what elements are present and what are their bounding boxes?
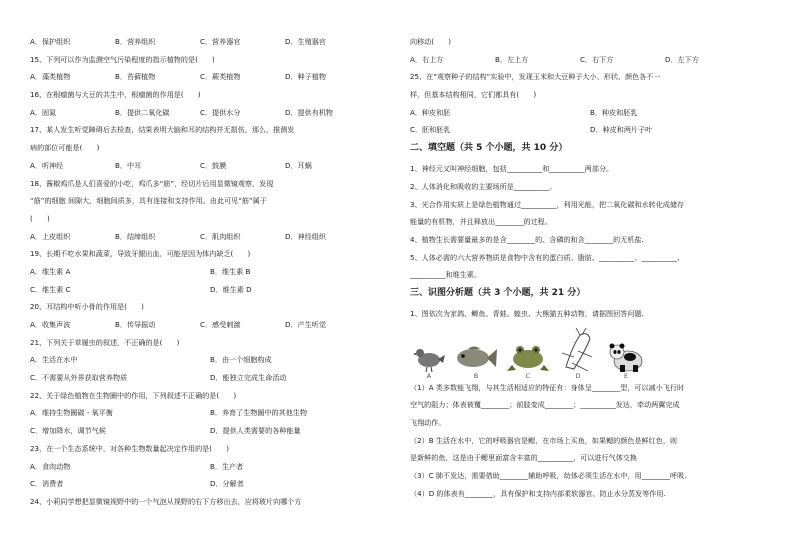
answer-option: B．结缔组织	[115, 232, 156, 241]
answer-option: B．提供二氧化碳	[115, 108, 170, 117]
answer-option: B．苔藓植物	[115, 73, 156, 82]
answer-option: A．收集声波	[30, 321, 71, 329]
answer-option: D．能独立完成生命活动	[210, 374, 287, 383]
answer-options	[30, 38, 390, 47]
answer-options	[30, 427, 390, 436]
question-text: 25、在“观察种子的结构”实验中，发现玉米和大豆种子大小、形状、颜色各不一	[410, 73, 661, 82]
pigeon-image	[412, 343, 446, 380]
answer-option: C．维生素 C	[30, 285, 71, 294]
question-text: 1、图依次为家鸽、鲫鱼、青蛙、蝗虫、大熊猫五种动物，请据图回答问题.	[410, 309, 644, 318]
question-text: 21、下列关于草履虫的叙述，不正确的是( )	[30, 338, 180, 347]
answer-option: A．生活在水中	[30, 356, 78, 365]
answer-option: A．上皮组织	[30, 232, 71, 241]
answer-option: C．肌肉组织	[200, 232, 241, 241]
answer-option: B．中耳	[115, 161, 142, 170]
section-heading: 二、填空题（共 5 个小题，共 10 分）	[410, 143, 568, 154]
answer-option: A．种皮和胚	[410, 108, 451, 117]
animal-figure-row	[412, 328, 770, 380]
answer-options	[30, 409, 390, 418]
locust-image	[558, 327, 598, 380]
answer-option: D．种子植物	[285, 73, 326, 82]
question-text: 15、下列可以作为监测空气污染程度的指示植物的是( )	[30, 55, 215, 64]
answer-options	[30, 480, 390, 489]
fish-image	[454, 343, 498, 380]
figure-label: B	[473, 372, 479, 381]
question-text: 24、小莉同学想把显微镜视野中的一个气泡从视野的右下方移出去，应将玻片向哪个方	[30, 497, 302, 506]
figure-label: A	[426, 372, 432, 381]
question-text: “筋”的细胞 间隙大，细胞间质多，具有连接和支持作用。由此可见“筋”属于	[30, 197, 267, 206]
answer-option: D．耳蜗	[285, 161, 312, 170]
answer-option: A．维生素 A	[30, 267, 71, 276]
answer-option: B．维生素 B	[210, 267, 251, 276]
answer-option: C．鼓膜	[200, 161, 227, 170]
question-text: 3、光合作用实质上是绿色植物通过__________，利用光能，把二氧化碳和水转化成储存	[410, 200, 685, 209]
question-text: 5、人体必需的六大营养物质是食物中含有的蛋白质、脂肪、__________、__________、	[410, 253, 685, 262]
figure-label: E	[623, 372, 629, 381]
answer-option: D．神经组织	[285, 232, 326, 241]
question-text: __________和维生素。	[410, 271, 481, 280]
question-text: 能量的有机物，并且释放出________的过程。	[410, 218, 552, 227]
answer-options	[410, 56, 770, 65]
answer-option: C．右下方	[580, 55, 614, 64]
panda-image	[606, 339, 646, 380]
question-text: （1）A 类多数能飞翔，与其生活相适应的特征有：身体呈________型，可以减小飞行时	[410, 383, 685, 392]
answer-option: B．养育了生物圈中的其他生物	[210, 409, 308, 418]
answer-option: A．保护组织	[30, 38, 71, 46]
answer-option: D．提供人类需要的各种能量	[210, 427, 301, 436]
question-text: 样，但基本结构相同，它们都具有( )	[410, 91, 537, 100]
question-text: 23、在一个生态系统中，对各种生物数量起决定作用的是( )	[30, 444, 229, 453]
answer-option: B．种皮和胚乳	[590, 108, 638, 117]
section-heading: 三、识图分析题（共 3 个小题，共 21 分）	[410, 287, 586, 298]
question-text: 19、长期不吃水果和蔬菜，导致牙龈出血，可能是因为体内缺乏( )	[30, 250, 251, 259]
answer-option: B．营养组织	[115, 38, 156, 46]
question-text: 2、人体消化和吸收的主要场所是__________。	[410, 182, 557, 191]
answer-options	[30, 463, 390, 472]
question-text: （3）C 肺不发达，需要借助________辅助呼吸，幼体必须生活在水中，用________呼吸.	[410, 472, 687, 481]
left-column	[30, 38, 390, 516]
question-text: 向移动( )	[410, 38, 452, 46]
answer-option: C．胚和胚乳	[410, 126, 451, 135]
answer-option: B．传导振动	[115, 321, 156, 329]
answer-option: A．食肉动物	[30, 462, 71, 471]
question-text: 4、植物生长需要量最多的是含________的、含磷的和含________的无机盐.	[410, 235, 644, 244]
answer-options	[410, 126, 770, 135]
answer-option: D．生殖器官	[285, 38, 326, 46]
right-column	[410, 38, 770, 507]
answer-options	[30, 374, 390, 383]
question-text: 空气的阻力；体表被覆________；前肢变成________；__________发达，牵动两翼完成	[410, 401, 680, 410]
answer-option: D．提供有机物	[285, 108, 334, 117]
answer-options	[30, 233, 390, 242]
question-text: 1、神经元又叫神经细胞，包括__________和__________两部分。	[410, 165, 614, 174]
answer-options	[410, 109, 770, 118]
question-text: 飞翔动作。	[410, 419, 446, 427]
question-text: 18、酱椒鸡爪是人们喜爱的小吃，鸡爪多“筋”，经切片后用显微镜观察，发现	[30, 179, 274, 188]
answer-option: A．固氮	[30, 108, 57, 117]
answer-option: B．左上方	[495, 55, 529, 64]
answer-option: C．提供水分	[200, 108, 241, 117]
answer-option: A．藻类植物	[30, 73, 71, 82]
question-text: 病的部位可能是( )	[30, 144, 100, 153]
question-text: 17、某人发生听觉障碍后去检查，结果表明大脑和耳的结构并无损伤，那么，推测发	[30, 126, 295, 135]
question-text: 22、关于绿色植物在生物圈中的作用，下列叙述不正确的是( )	[30, 391, 237, 400]
answer-option: B．生产者	[210, 462, 244, 471]
answer-options	[30, 321, 390, 330]
answer-option: D．分解者	[210, 480, 244, 489]
question-text: 20、耳结构中听小骨的作用是( )	[30, 303, 144, 312]
question-text: ( )	[30, 214, 50, 223]
question-text: （2）B 生活在水中，它的呼吸器官是鳃，在市场上买鱼，如果鳃的颜色是鲜红色，则	[410, 436, 678, 445]
answer-options	[30, 162, 390, 171]
answer-option: D．产生听觉	[285, 321, 326, 329]
frog-image	[506, 341, 550, 380]
answer-option: A．右上方	[410, 55, 444, 64]
answer-options	[30, 73, 390, 82]
answer-option: C．增加降水，调节气候	[30, 427, 106, 436]
answer-option: C．消费者	[30, 480, 64, 489]
answer-options	[30, 356, 390, 365]
figure-label: C	[525, 372, 531, 381]
figure-label: D	[575, 372, 581, 381]
question-text: 16、在根瘤菌与大豆的共生中，根瘤菌的作用是( )	[30, 91, 201, 100]
question-text: （4）D 的体表有________，具有保护和支持内部柔软器官、防止水分蒸发等作用.	[410, 489, 666, 498]
answer-option: A．听神经	[30, 161, 64, 170]
answer-options	[30, 286, 390, 295]
answer-option: C．不需要从外界获取营养物质	[30, 374, 128, 383]
answer-option: A．维持生物圈碳 - 氧平衡	[30, 409, 113, 418]
question-text: 是新鲜的鱼，这是由于鳃里面富含丰富的__________，可以进行气体交换	[410, 454, 637, 463]
answer-option: D．种皮和两片子叶	[590, 126, 653, 135]
answer-option: C．营养器官	[200, 38, 241, 46]
answer-option: B．由一个细胞构成	[210, 356, 272, 365]
answer-option: D．维生素 D	[210, 285, 252, 294]
answer-option: D．左下方	[665, 55, 699, 64]
answer-options	[30, 268, 390, 277]
answer-option: C．感受刺激	[200, 321, 241, 329]
answer-options	[30, 109, 390, 118]
answer-option: C．蕨类植物	[200, 73, 241, 82]
